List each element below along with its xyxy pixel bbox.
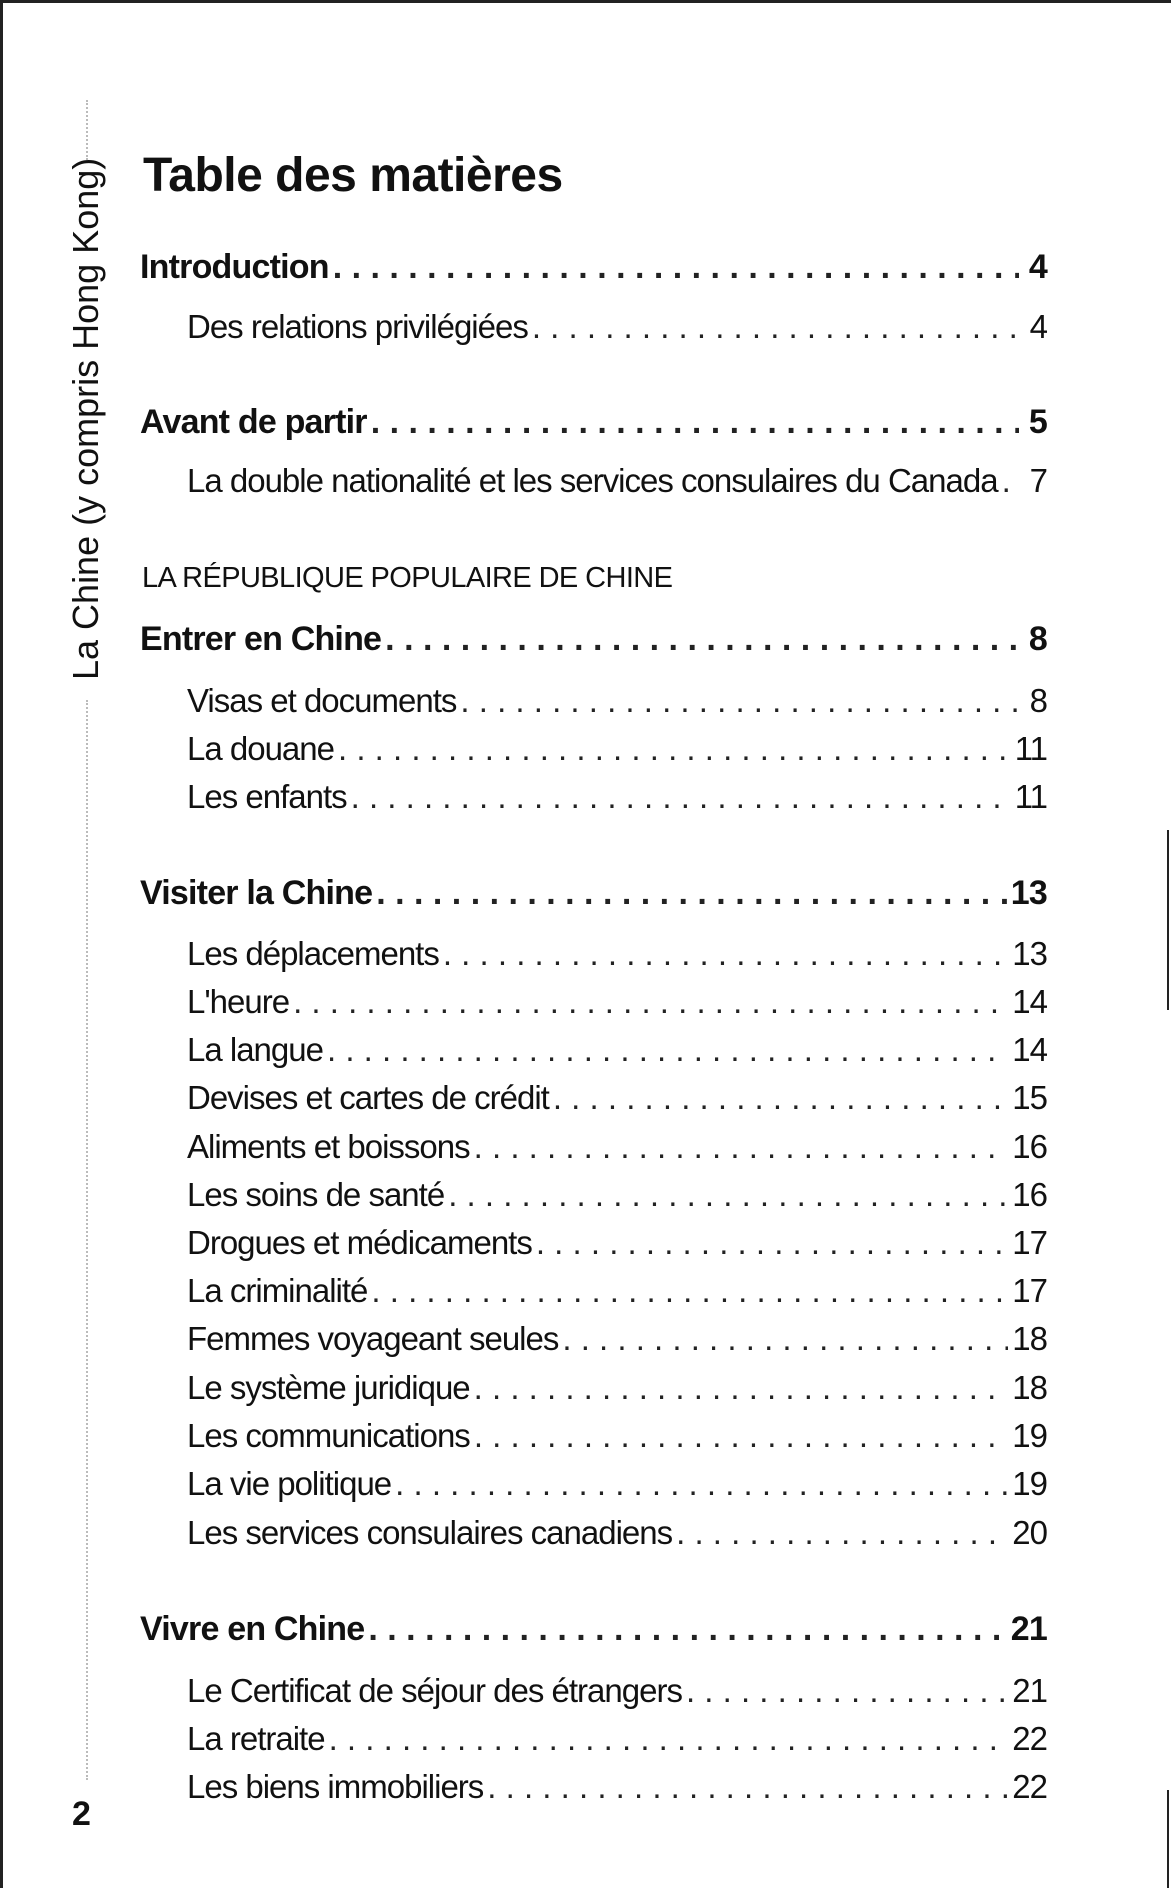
toc-leader-dots (368, 1610, 1006, 1649)
toc-leader-dots (395, 1465, 1008, 1503)
scan-edge-mark (1167, 1790, 1169, 1888)
toc-entry-label: Le système juridique (187, 1369, 470, 1406)
toc-entry[interactable] (187, 1128, 1047, 1166)
toc-entry[interactable] (187, 1768, 1047, 1806)
toc-entry-label: La retraite (187, 1720, 325, 1757)
toc-entry-page: 8 (1029, 682, 1047, 719)
toc-entry-page: 22 (1012, 1768, 1047, 1805)
page-top-border (0, 0, 1171, 3)
toc-leader-dots (443, 935, 1008, 973)
toc-leader-dots (371, 403, 1019, 442)
toc-entry-label: Visiter la Chine (140, 874, 373, 912)
toc-entry[interactable] (187, 1320, 1047, 1358)
toc-entry-page: 19 (1012, 1465, 1047, 1502)
toc-entry[interactable] (187, 1272, 1047, 1310)
toc-entry[interactable] (187, 1224, 1047, 1262)
toc-leader-dots (460, 682, 1019, 720)
toc-entry-label: Introduction (140, 248, 329, 286)
toc-entry-label: Les services consulaires canadiens (187, 1514, 673, 1551)
toc-entry-label: Visas et documents (187, 682, 457, 719)
toc-entry-page: 17 (1012, 1272, 1047, 1309)
toc-entry[interactable] (187, 778, 1047, 816)
toc-entry-page: 7 (1029, 462, 1047, 499)
toc-leader-dots (562, 1320, 1008, 1358)
toc-entry[interactable] (187, 1079, 1047, 1117)
toc-entry[interactable] (187, 308, 1047, 346)
toc-leader-dots (327, 1031, 1008, 1069)
toc-leader-dots (553, 1079, 1008, 1117)
toc-entry-label: La douane (187, 730, 334, 767)
toc-entry[interactable] (140, 874, 1047, 913)
toc-entry[interactable] (187, 1514, 1047, 1552)
toc-entry-label: Les déplacements (187, 935, 439, 972)
toc-entry[interactable] (187, 462, 1047, 500)
toc-entry-label: Femmes voyageant seules (187, 1320, 559, 1357)
toc-leader-dots (686, 1672, 1008, 1710)
toc-entry-page: 14 (1012, 983, 1047, 1020)
toc-leader-dots (338, 730, 1011, 768)
toc-entry[interactable] (187, 682, 1047, 720)
toc-entry-label: Les enfants (187, 778, 347, 815)
toc-entry[interactable] (187, 1465, 1047, 1503)
toc-entry[interactable] (140, 1610, 1047, 1649)
toc-entry-label: La criminalité (187, 1272, 368, 1309)
toc-entry-label: Les communications (187, 1417, 470, 1454)
toc-leader-dots (536, 1224, 1008, 1262)
page-number: 2 (72, 1795, 91, 1833)
toc-leader-dots (329, 1720, 1009, 1758)
toc-entry-label: Les biens immobiliers (187, 1768, 484, 1805)
page-left-border (0, 0, 3, 1888)
toc-entry-page: 11 (1014, 730, 1047, 767)
toc-leader-dots (351, 778, 1011, 816)
side-running-title: La Chine (y compris Hong Kong) (65, 157, 106, 680)
toc-entry-label: L'heure (187, 983, 290, 1020)
toc-entry[interactable] (187, 983, 1047, 1021)
toc-leader-dots (448, 1176, 1008, 1214)
toc-entry[interactable] (140, 403, 1047, 442)
toc-entry-page: 11 (1014, 778, 1047, 815)
toc-entry[interactable] (187, 1720, 1047, 1758)
toc-entry-label: Devises et cartes de crédit (187, 1079, 549, 1116)
toc-entry[interactable] (187, 1369, 1047, 1407)
toc-entry-page: 22 (1012, 1720, 1047, 1757)
toc-entry-label: Drogues et médicaments (187, 1224, 532, 1261)
toc-entry-page: 14 (1012, 1031, 1047, 1068)
section-heading: LA RÉPUBLIQUE POPULAIRE DE CHINE (142, 562, 673, 594)
toc-title: Table des matières (143, 149, 563, 202)
toc-entry-label: La vie politique (187, 1465, 392, 1502)
toc-entry-page: 20 (1012, 1514, 1047, 1551)
toc-leader-dots (293, 983, 1008, 1021)
toc-leader-dots (474, 1369, 1009, 1407)
toc-entry-page: 19 (1012, 1417, 1047, 1454)
toc-leader-dots (676, 1514, 1008, 1552)
toc-leader-dots (474, 1128, 1009, 1166)
toc-entry-page: 13 (1012, 935, 1047, 972)
toc-entry-label: La double nationalité et les services consulaires du Canada (187, 462, 998, 499)
toc-entry-page: 5 (1028, 403, 1047, 441)
toc-leader-dots (385, 620, 1019, 659)
side-dotted-rule (86, 700, 88, 1780)
toc-leader-dots (532, 308, 1019, 346)
toc-entry-label: La langue (187, 1031, 323, 1068)
toc-entry-page: 4 (1029, 308, 1047, 345)
toc-entry-label: Aliments et boissons (187, 1128, 470, 1165)
toc-entry-label: Les soins de santé (187, 1176, 445, 1213)
toc-entry-label: Vivre en Chine (140, 1610, 365, 1648)
toc-entry-page: 4 (1028, 248, 1047, 286)
toc-entry-page: 13 (1010, 874, 1047, 912)
toc-entry-page: 16 (1012, 1128, 1047, 1165)
toc-entry-page: 15 (1012, 1079, 1047, 1116)
toc-entry-page: 16 (1012, 1176, 1047, 1213)
toc-entry-label: Le Certificat de séjour des étrangers (187, 1672, 682, 1709)
toc-entry-page: 21 (1012, 1672, 1047, 1709)
scan-edge-mark (1167, 830, 1169, 1010)
toc-entry-page: 17 (1012, 1224, 1047, 1261)
toc-leader-dots (487, 1768, 1008, 1806)
toc-entry[interactable] (187, 730, 1047, 768)
toc-leader-dots (376, 874, 1007, 913)
toc-entry-page: 21 (1010, 1610, 1047, 1648)
toc-leader-dots (371, 1272, 1008, 1310)
toc-entry-label: Avant de partir (140, 403, 367, 441)
toc-entry-label: Des relations privilégiées (187, 308, 528, 345)
toc-entry[interactable] (187, 1176, 1047, 1214)
toc-entry-page: 8 (1028, 620, 1047, 658)
toc-entry[interactable] (187, 935, 1047, 973)
toc-leader-dots (1002, 462, 1019, 500)
toc-entry[interactable] (187, 1417, 1047, 1455)
toc-leader-dots (474, 1417, 1008, 1455)
toc-entry-page: 18 (1012, 1320, 1047, 1357)
toc-entry[interactable] (140, 620, 1047, 659)
toc-entry[interactable] (187, 1031, 1047, 1069)
toc-entry[interactable] (187, 1672, 1047, 1710)
toc-entry-label: Entrer en Chine (140, 620, 382, 658)
toc-entry[interactable] (140, 248, 1047, 287)
toc-leader-dots (333, 248, 1019, 287)
toc-entry-page: 18 (1012, 1369, 1047, 1406)
